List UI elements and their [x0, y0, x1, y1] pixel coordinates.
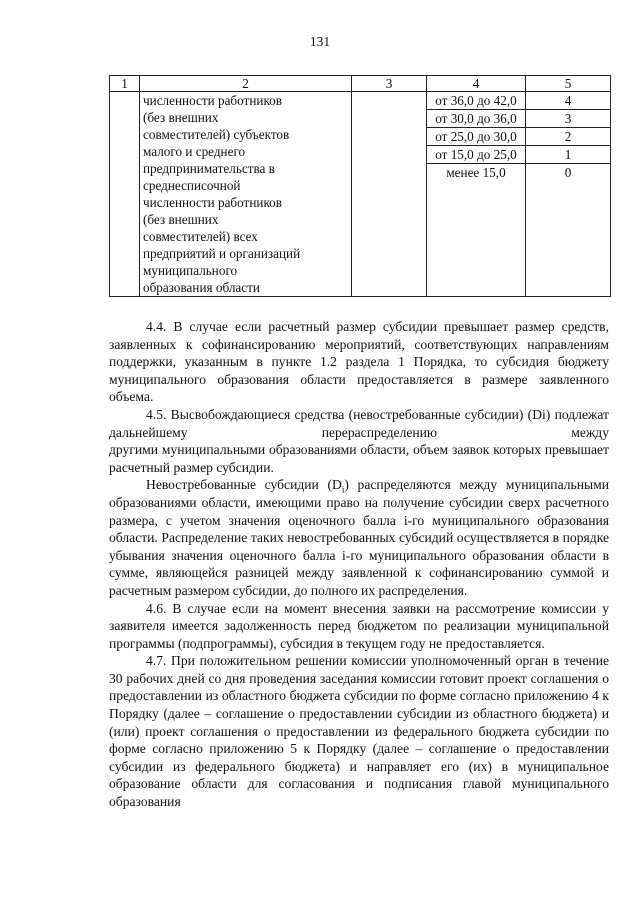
- description-line: совместителей) всех: [143, 229, 258, 244]
- criterion-description: [140, 92, 352, 297]
- score-value: 1: [526, 146, 610, 164]
- column-header-4: 4: [427, 76, 526, 92]
- description-line: образования области: [143, 280, 260, 295]
- range-value: от 15,0 до 25,0: [427, 146, 525, 164]
- table-cell-empty-1: [110, 92, 140, 297]
- description-line: (без внешних: [143, 212, 219, 227]
- column-header-3: 3: [352, 76, 427, 92]
- paragraph-4-4: 4.4. В случае если расчетный размер субсидии превышает размер средств, заявленных к софинансированию мероприятий, соответствующих направлениям поддержки, указанным в пункте 1.2 раздела 1 Порядка, то субсидия бюджету муниципального образования области предоставляется в размере заявленного объема.: [109, 319, 609, 405]
- body-text: [109, 318, 609, 811]
- description-line: предпринимательства в: [143, 161, 275, 176]
- column-header-1: 1: [110, 76, 140, 92]
- description-line: численности работников: [143, 195, 282, 210]
- description-line: численности работников: [143, 93, 282, 108]
- subscript-i: i: [341, 485, 345, 496]
- range-value: от 25,0 до 30,0: [427, 128, 525, 146]
- column-header-5: 5: [526, 76, 611, 92]
- criteria-table: [109, 75, 611, 297]
- table-cell-empty-3: [352, 92, 427, 297]
- table-row: [110, 92, 611, 297]
- description-line: среднесписочной: [143, 178, 241, 193]
- score-value: 0: [564, 165, 572, 180]
- table-header-row: [110, 76, 611, 92]
- description-line: муниципального: [143, 263, 238, 278]
- column-header-2: 2: [140, 76, 352, 92]
- description-line: совместителей) субъектов: [143, 127, 290, 142]
- range-value: от 30,0 до 36,0: [427, 110, 525, 128]
- page-number: 131: [309, 34, 331, 49]
- paragraph-4-5-rest: другими муниципальными образованиями области, объем заявок которых превышает расчетный размер субсидии.: [109, 442, 609, 475]
- range-value: менее 15,0: [446, 165, 506, 180]
- description-line: (без внешних: [143, 110, 219, 125]
- paragraph-unclaimed-subsidies: [109, 476, 609, 599]
- paragraph-4-5-line: 4.5. Высвобождающиеся средства (невостребованные субсидии) (Di) подлежат дальнейшему перераспределению между: [109, 406, 609, 440]
- range-value: от 36,0 до 42,0: [427, 92, 525, 110]
- unclaimed-text-start: Невостребованные субсидии (D: [146, 477, 342, 493]
- paragraph-4-6: 4.6. В случае если на момент внесения заявки на рассмотрение комиссии у заявителя имеется задолженность перед бюджетом по реализации муниципальной программы (подпрограммы), субсидия в текущем году не предоставляется.: [109, 600, 609, 651]
- score-value: 2: [526, 128, 610, 146]
- description-line: предприятий и организаций: [143, 246, 301, 261]
- range-cell: [427, 92, 526, 297]
- unclaimed-text-end: ) распределяются между муниципальными образованиями области, имеющими право на получение субсидии сверх расчетного размера, с учетом значения оценочного балла i-го муниципального образования области. Распределение таких невостребованных субсидий осуществляется в порядке убывания значения оценочного балла i-го муниципального образования области в сумме, являющейся разницей между заявленной к софинансированию суммой и расчетным размером субсидии, до полного их распределения.: [109, 477, 609, 598]
- description-line: малого и среднего: [143, 144, 246, 159]
- score-cell: [526, 92, 611, 297]
- score-value: 3: [526, 110, 610, 128]
- paragraph-4-7: 4.7. При положительном решении комиссии уполномоченный орган в течение 30 рабочих дней со дня проведения заседания комиссии готовит проект соглашения о предоставлении из областного бюджета субсидии по форме согласно приложению 4 к Порядку (далее – соглашение о предоставлении субсидии из областного бюджета) и (или) проект соглашения о предоставлении из федерального бюджета субсидии по форме согласно приложению 5 к Порядку (далее – соглашение о предоставлении субсидии из федерального бюджета) и направляет его (их) в муниципальное образование области для согласования и подписания главой муниципального образования: [109, 653, 609, 810]
- score-value: 4: [526, 92, 610, 110]
